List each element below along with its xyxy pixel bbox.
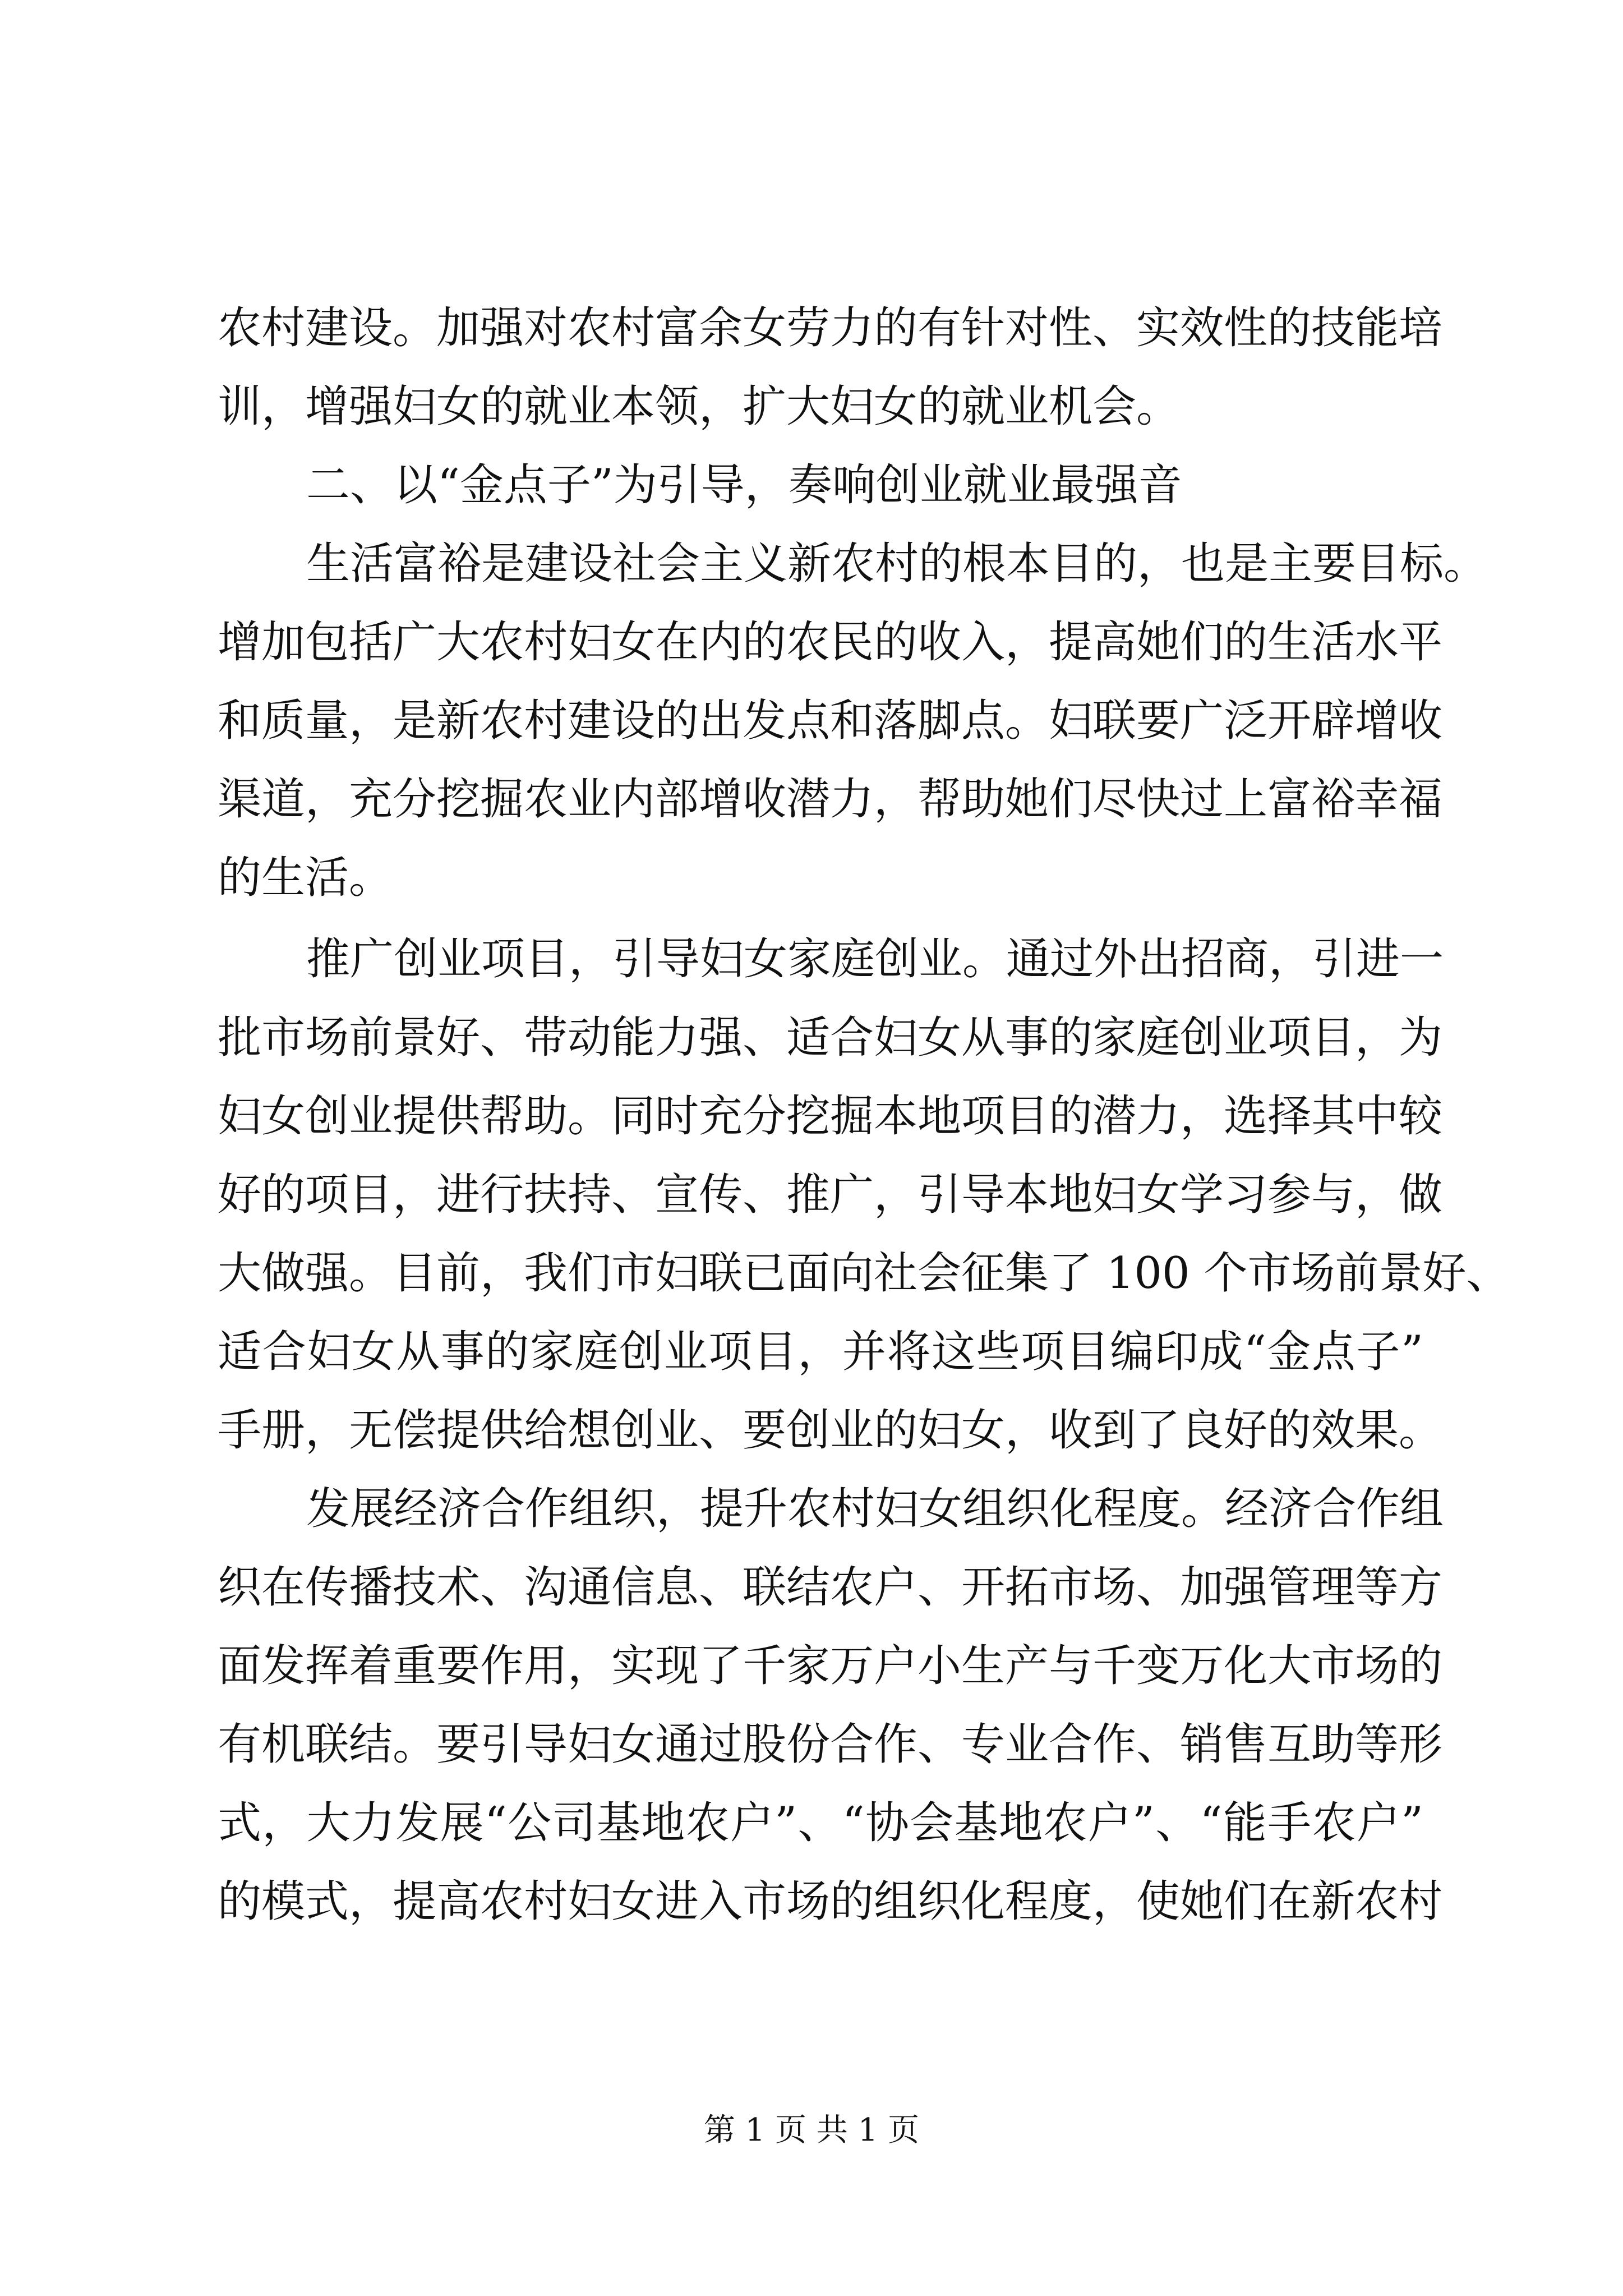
text-line: 妇女创业提供帮助。同时充分挖掘本地项目的潜力，选择其中较 [218, 1091, 1443, 1142]
text-line: 织在传播技术、沟通信息、联结农户、开拓市场、加强管理等方 [218, 1562, 1443, 1613]
text-line: 农村建设。加强对农村富余女劳力的有针对性、实效性的技能培 [218, 303, 1443, 353]
text-line: 批市场前景好、带动能力强、适合妇女从事的家庭创业项目，为 [218, 1013, 1443, 1063]
text-line: 的生活。 [218, 853, 393, 903]
text-line: 训，增强妇女的就业本领，扩大妇女的就业机会。 [218, 381, 1181, 432]
section-heading: 二、以“金点子”为引导，奏响创业就业最强音 [306, 460, 1182, 510]
text-line: 增加包括广大农村妇女在内的农民的收入，提高她们的生活水平 [218, 617, 1443, 668]
text-line: 渠道，充分挖掘农业内部增收潜力，帮助她们尽快过上富裕幸福 [218, 774, 1443, 825]
text-line: 推广创业项目，引导妇女家庭创业。通过外出招商，引进一 [306, 934, 1444, 984]
text-line: 式，大力发展“公司基地农户”、“协会基地农户”、“能手农户” [218, 1798, 1423, 1848]
text-line: 的模式，提高农村妇女进入市场的组织化程度，使她们在新农村 [218, 1876, 1443, 1927]
text-line: 大做强。目前，我们市妇联已面向社会征集了 100 个市场前景好、 [218, 1248, 1510, 1299]
text-line: 发展经济合作组织，提升农村妇女组织化程度。经济合作组 [306, 1484, 1444, 1534]
page-footer: 第 1 页 共 1 页 [703, 2112, 920, 2148]
text-line: 生活富裕是建设社会主义新农村的根本目的，也是主要目标。 [306, 539, 1488, 589]
text-line: 手册，无偿提供给想创业、要创业的妇女，收到了良好的效果。 [218, 1405, 1443, 1456]
text-line: 有机联结。要引导妇女通过股份合作、专业合作、销售互助等形 [218, 1719, 1443, 1770]
text-line: 面发挥着重要作用，实现了千家万户小生产与千变万化大市场的 [218, 1641, 1443, 1691]
text-line: 好的项目，进行扶持、宣传、推广，引导本地妇女学习参与，做 [218, 1170, 1443, 1220]
text-line: 适合妇女从事的家庭创业项目，并将这些项目编印成“金点子” [218, 1327, 1423, 1377]
text-line: 和质量，是新农村建设的出发点和落脚点。妇联要广泛开辟增收 [218, 696, 1443, 746]
